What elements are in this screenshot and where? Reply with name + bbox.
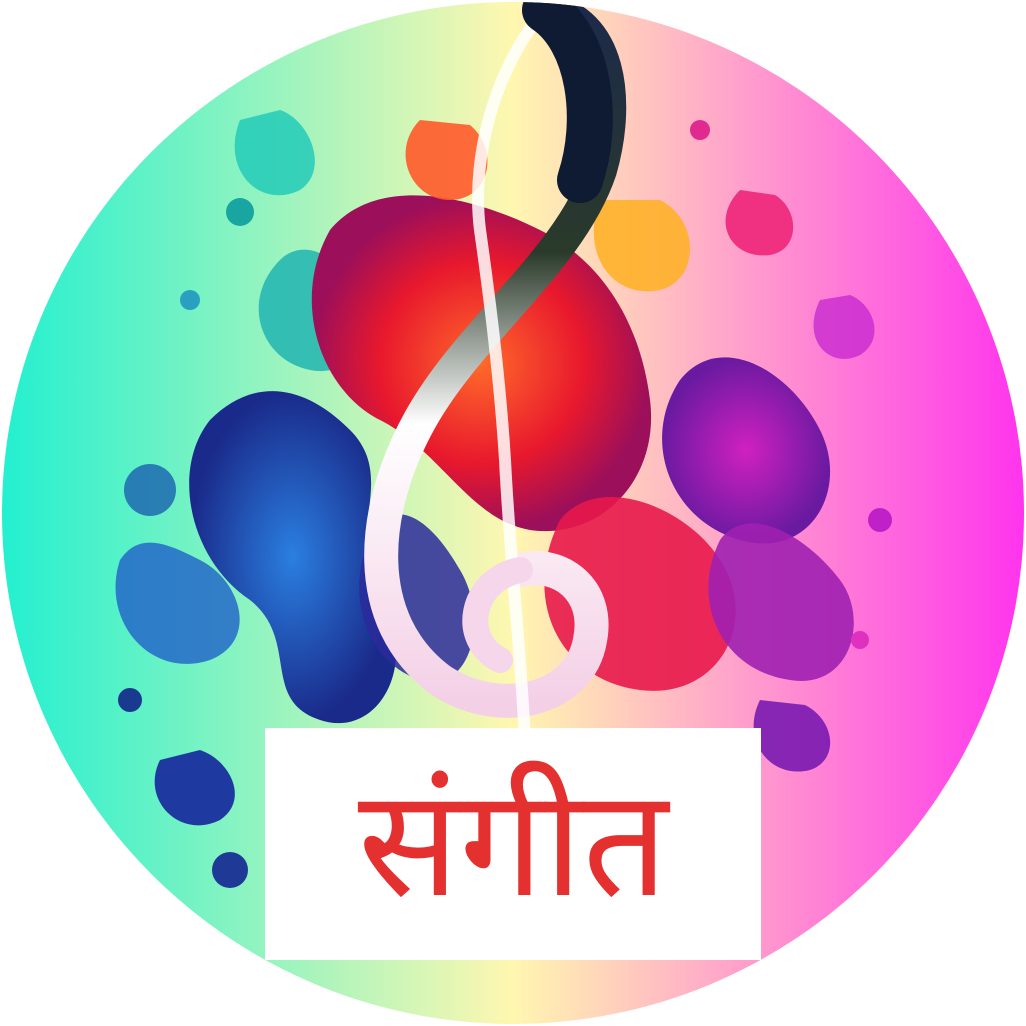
logo-title: संगीत: [357, 757, 669, 931]
logo-label-box: [265, 728, 761, 960]
